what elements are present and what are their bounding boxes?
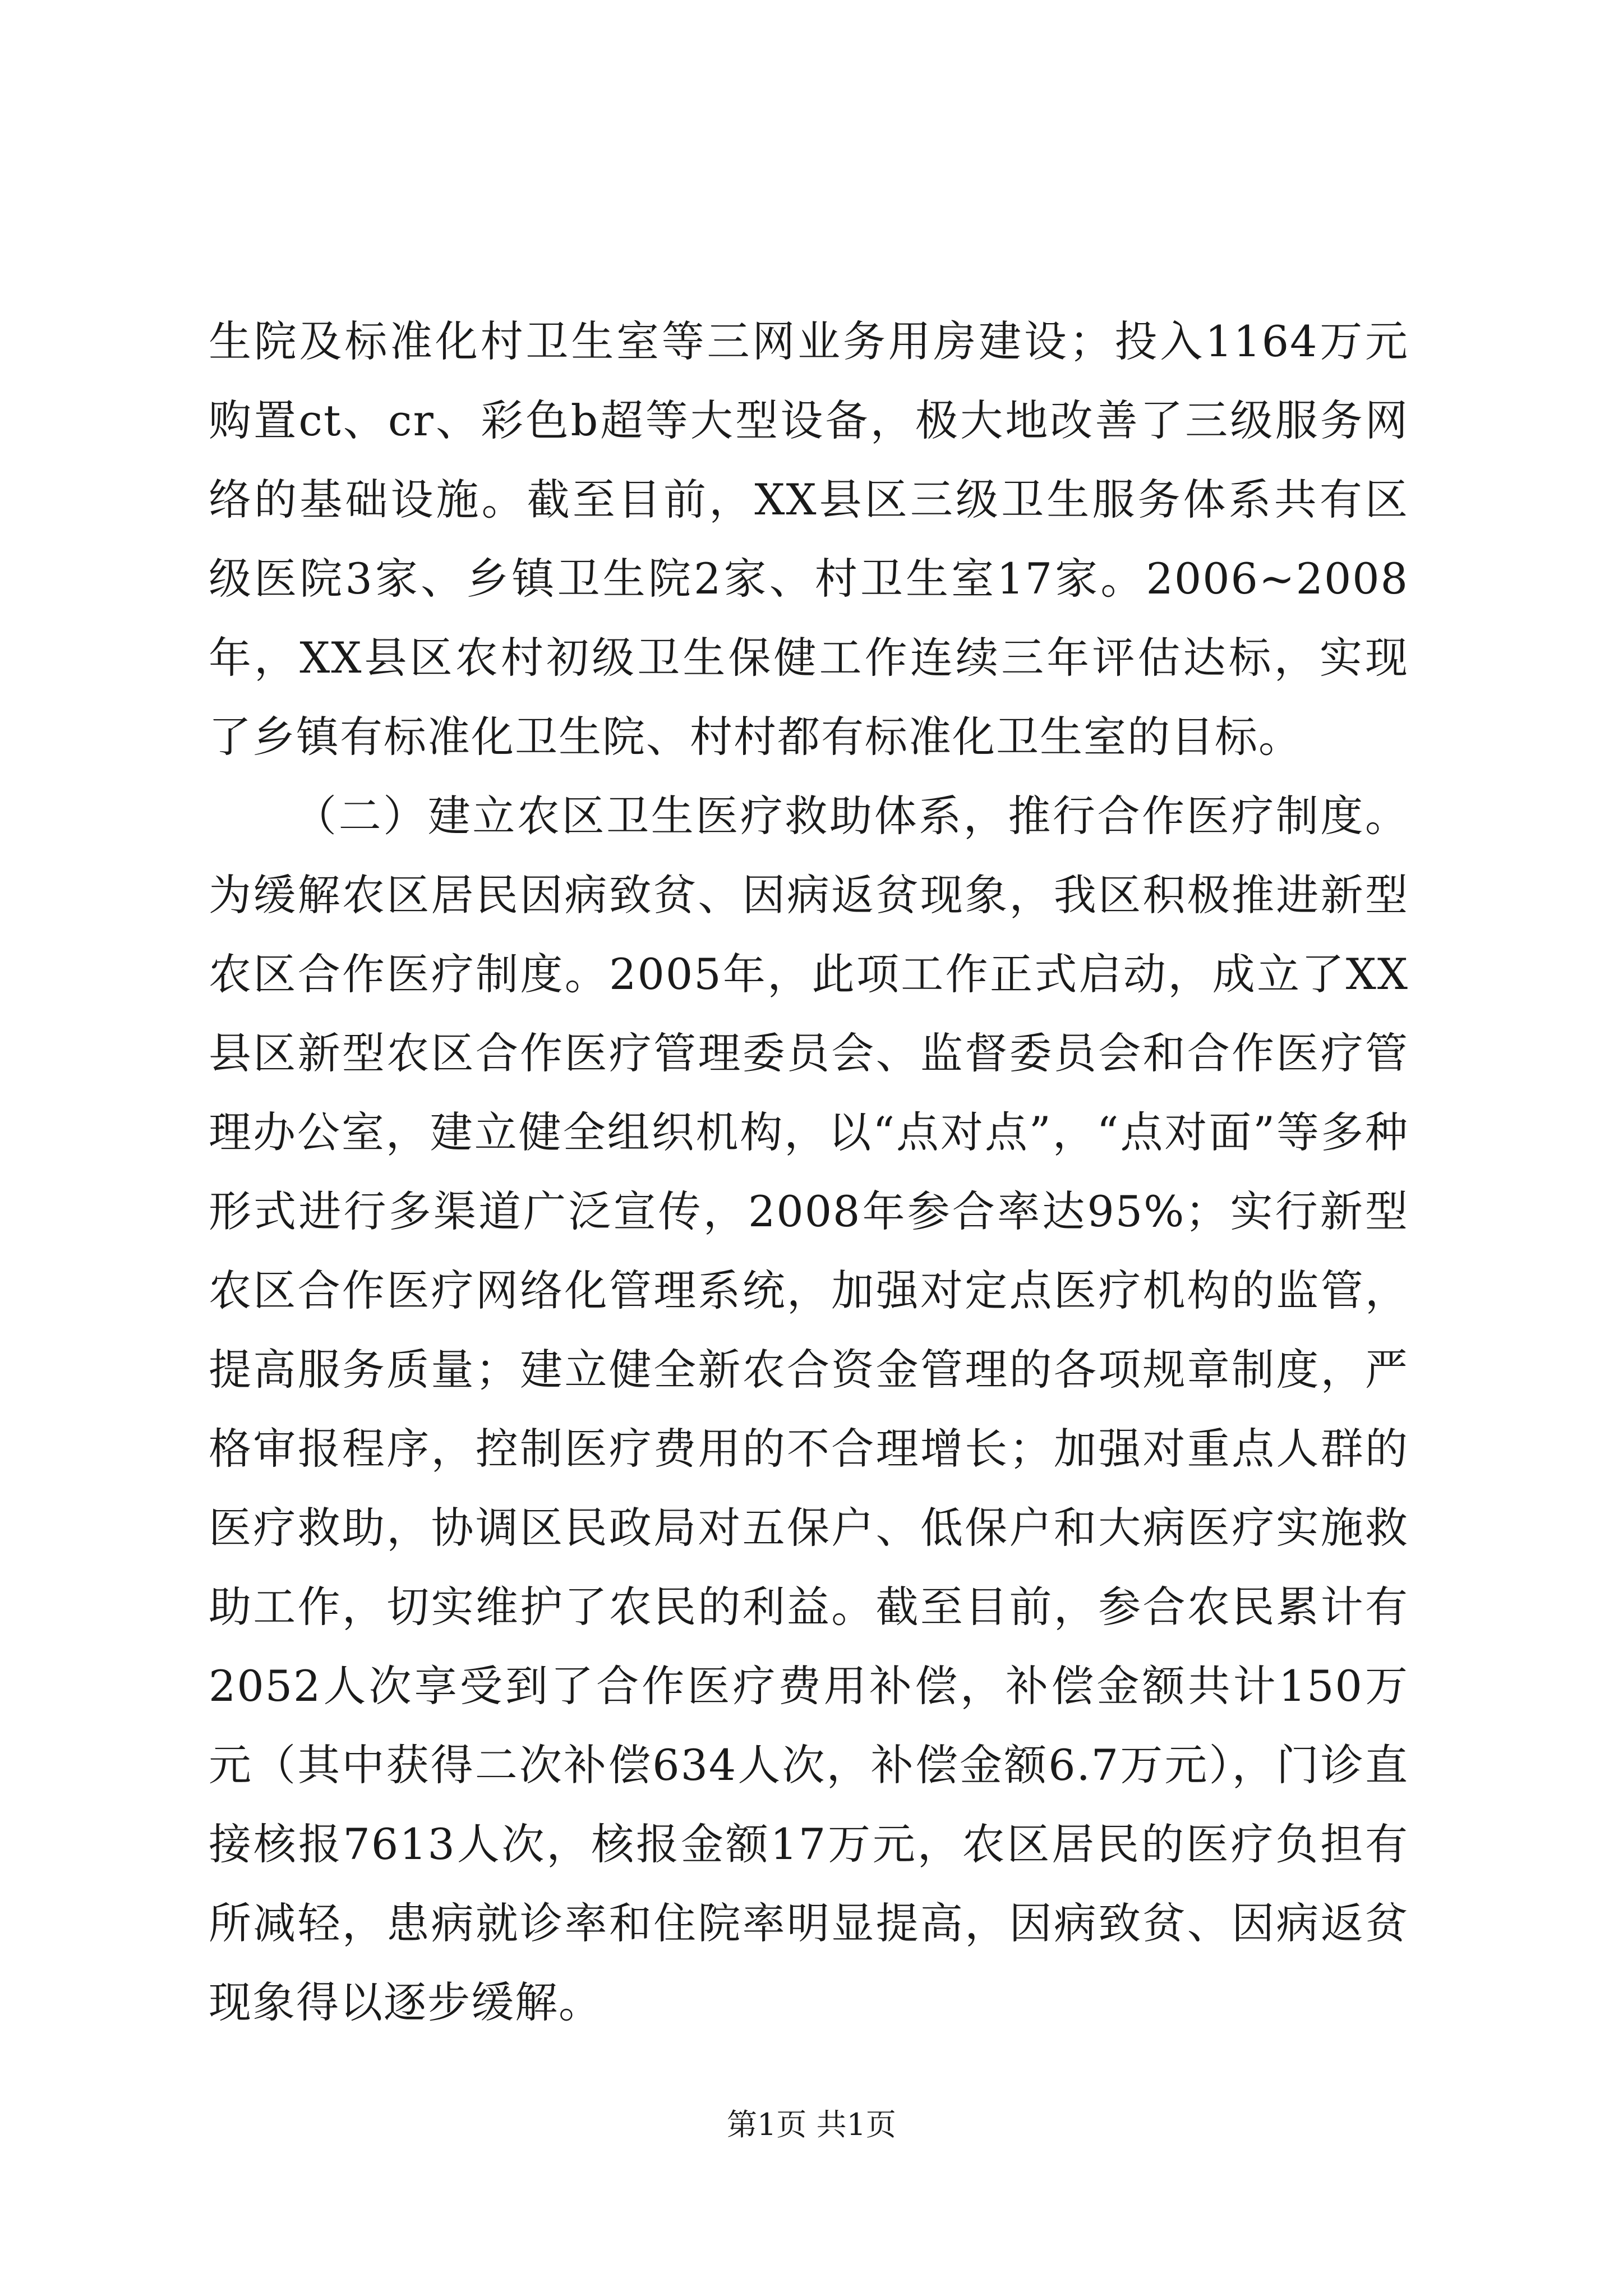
paragraph-1: 生院及标准化村卫生室等三网业务用房建设；投入1164万元购置ct、cr、彩色b超等大型设备，极大地改善了三级服务网络的基础设施。截至目前，XX县区三级卫生服务体系共有区级医院3家、乡镇卫生院2家、村卫生室17家。2006~2008年，XX县区农村初级卫生保健工作连续三年评估达标，实现了乡镇有标准化卫生院、村村都有标准化卫生室的目标。 — [209, 316, 1409, 762]
page-footer: 第1页 共1页 — [727, 2107, 896, 2142]
document-body — [209, 302, 1409, 2042]
paragraph-2: （二）建立农区卫生医疗救助体系，推行合作医疗制度。为缓解农区居民因病致贫、因病返贫现象，我区积极推进新型农区合作医疗制度。2005年，此项工作正式启动，成立了XX县区新型农区合作医疗管理委员会、监督委员会和合作医疗管理办公室，建立健全组织机构，以“点对点”，“点对面”等多种形式进行多渠道广泛宣传，2008年参合率达95%；实行新型农区合作医疗网络化管理系统，加强对定点医疗机构的监管，提高服务质量；建立健全新农合资金管理的各项规章制度，严格审报程序，控制医疗费用的不合理增长；加强对重点人群的医疗救助，协调区民政局对五保户、低保户和大病医疗实施救助工作，切实维护了农民的利益。截至目前，参合农民累计有2052人次享受到了合作医疗费用补偿，补偿金额共计150万元（其中获得二次补偿634人次，补偿金额6.7万元），门诊直接核报7613人次，核报金额17万元，农区居民的医疗负担有所减轻，患病就诊率和住院率明显提高，因病致贫、因病返贫现象得以逐步缓解。 — [209, 791, 1409, 2027]
